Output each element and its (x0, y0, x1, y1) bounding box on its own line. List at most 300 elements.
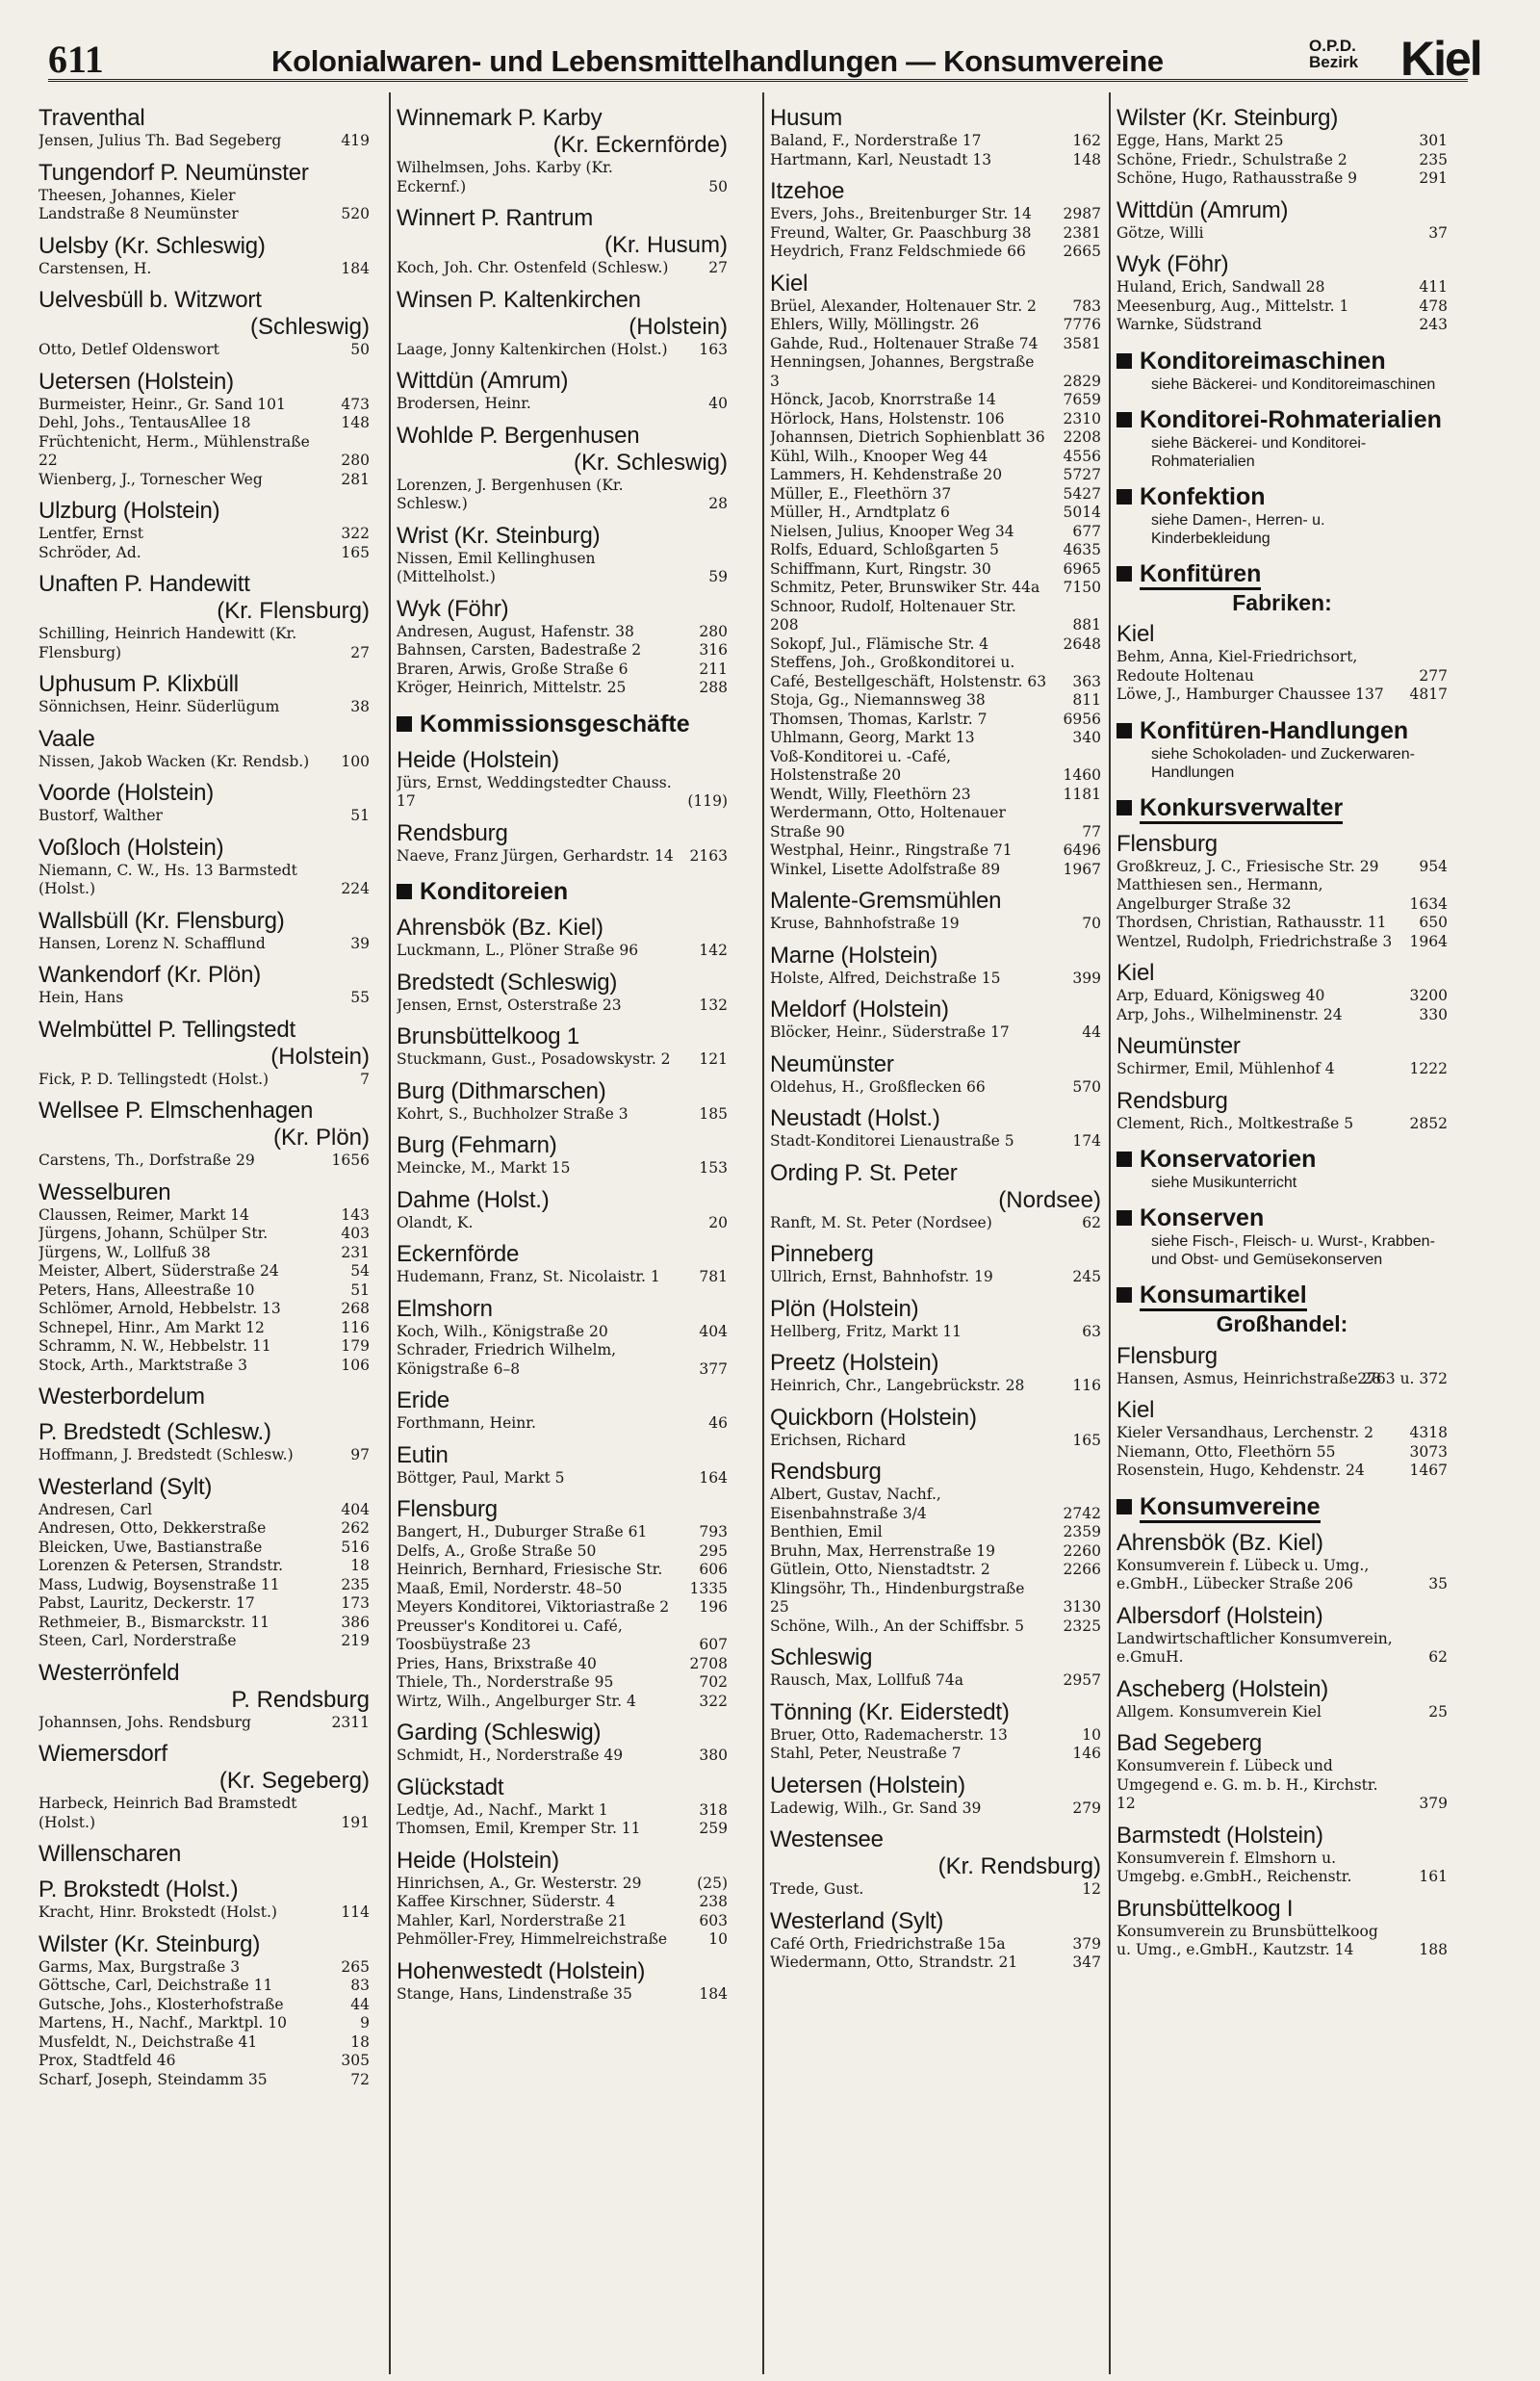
listing-entry (1116, 298, 1448, 317)
phone-number: 3073 (1409, 1442, 1448, 1461)
listing-name: Freund, Walter, Gr. Paaschburg 38 (770, 223, 1032, 242)
listing-name: Fick, P. D. Tellingstedt (Holst.) (38, 1070, 270, 1088)
column-divider (389, 92, 391, 2374)
listing-name: Wendt, Willy, Fleethörn 23 (770, 785, 971, 803)
listing-name: Schramm, N. W., Hebbelstr. 11 (38, 1337, 271, 1355)
phone-number: 2852 (1409, 1114, 1448, 1132)
listing-entry (770, 391, 1101, 410)
listing-name: Scharf, Joseph, Steindamm 35 (38, 2070, 268, 2088)
phone-number: 305 (341, 2052, 370, 2069)
listing-entry (770, 335, 1101, 354)
category-heading (1116, 1281, 1448, 1309)
listing-entry (397, 1693, 728, 1712)
listing-entry (38, 2052, 370, 2071)
phone-number: 188 (1419, 1941, 1448, 1958)
phone-number: 1656 (331, 1152, 370, 1169)
phone-number: 179 (341, 1337, 370, 1355)
phone-number: 2708 (689, 1654, 728, 1672)
phone-number: 6496 (1063, 841, 1101, 859)
phone-number: 650 (1419, 914, 1448, 931)
phone-number: 7150 (1063, 579, 1101, 596)
listing-entry (1116, 1424, 1448, 1443)
phone-number: 1181 (1063, 785, 1101, 803)
listing-name: Claussen, Reimer, Markt 14 (38, 1205, 249, 1224)
town-heading: Husum (770, 105, 843, 131)
town-heading: Neumünster (770, 1050, 894, 1077)
listing-entry (770, 729, 1101, 748)
column-1 (38, 96, 370, 2368)
phone-number: 211 (699, 660, 728, 678)
phone-number: 184 (699, 1984, 728, 2003)
column-divider (762, 92, 764, 2374)
town-heading: Preetz (Holstein) (770, 1350, 939, 1376)
phone-number: 238 (699, 1893, 728, 1910)
listing-name: Café Orth, Friedrichstraße 15a (770, 1934, 1006, 1953)
town-heading: Elmshorn (397, 1295, 493, 1322)
listing-name: Göttsche, Carl, Deichstraße 11 (38, 1977, 273, 1994)
cross-reference: siehe Musikunterricht (1151, 1175, 1297, 1191)
listing-name: Lorenzen & Petersen, Strandstr. (38, 1557, 284, 1574)
town-heading: Neumünster (1116, 1033, 1241, 1059)
listing-entry (38, 1594, 370, 1614)
phone-number: 265 (341, 1957, 370, 1976)
town-heading: Winnemark P. Karby (397, 105, 603, 131)
listing-entry (397, 774, 728, 812)
town-heading: Neustadt (Holst.) (770, 1105, 940, 1131)
phone-number: 399 (1072, 969, 1101, 987)
listing-name: Schilling, Heinrich Handewitt (Kr. Flensburg) (38, 625, 297, 661)
listing-entry (38, 1903, 370, 1923)
listing-entry (397, 1542, 728, 1562)
phone-number: 1335 (689, 1579, 728, 1597)
phone-number: 46 (708, 1414, 728, 1432)
listing-entry (770, 151, 1101, 170)
phone-number: 62 (1082, 1213, 1101, 1231)
listing-name: Kruse, Bahnhofstraße 19 (770, 915, 960, 932)
category-label: Konsumvereine (1140, 1493, 1321, 1523)
listing-entry (1116, 1557, 1448, 1594)
phone-number: 277 (1419, 666, 1448, 685)
listing-name: Thordsen, Christian, Rathausstr. 11 (1116, 914, 1387, 931)
listing-entry (38, 1300, 370, 1319)
category-heading (397, 877, 728, 906)
town-heading: Wankendorf (Kr. Plön) (38, 962, 262, 988)
listing-entry (770, 523, 1101, 542)
listing-name: Schöne, Wilh., An der Schiffsbr. 5 (770, 1617, 1025, 1635)
listing-entry (770, 691, 1101, 711)
listing-entry (1116, 876, 1448, 914)
category-heading (1116, 559, 1448, 588)
listing-name: Landwirtschaftlicher Konsumverein, e.GmuH. (1116, 1629, 1393, 1666)
phone-number: 20 (708, 1213, 728, 1231)
listing-entry (38, 862, 370, 899)
listing-name: Musfeldt, N., Deichstraße 41 (38, 2032, 258, 2051)
listing-entry (397, 641, 728, 660)
listing-name: Sönnichsen, Heinr. Süderlügum (38, 698, 280, 715)
phone-number: 419 (341, 132, 370, 149)
listing-name: Gutsche, Johs., Klosterhofstraße (38, 1995, 284, 2013)
listing-name: Delfs, A., Große Straße 50 (397, 1541, 597, 1560)
listing-name: Rethmeier, B., Bismarckstr. 11 (38, 1613, 270, 1631)
town-heading: Flensburg (397, 1496, 498, 1522)
phone-number: 954 (1419, 857, 1448, 875)
listing-name: Ladewig, Wilh., Gr. Sand 39 (770, 1799, 982, 1817)
listing-name: Nissen, Jakob Wacken (Kr. Rendsb.) (38, 752, 310, 770)
listing-entry (770, 448, 1101, 467)
column-2 (397, 96, 728, 2368)
listing-name: Jürgens, W., Lollfuß 38 (38, 1243, 211, 1261)
listing-entry (38, 433, 370, 471)
listing-name: Prox, Stadtfeld 46 (38, 2052, 176, 2069)
phone-number: 116 (341, 1318, 370, 1336)
listing-entry (770, 1799, 1101, 1819)
listing-entry (38, 1152, 370, 1171)
category-heading (397, 710, 728, 738)
listing-name: Warnke, Südstrand (1116, 316, 1262, 333)
phone-number: 6965 (1063, 559, 1101, 578)
listing-entry (397, 1341, 728, 1379)
listing-entry (1116, 1443, 1448, 1462)
listing-name: Kracht, Hinr. Brokstedt (Holst.) (38, 1903, 277, 1921)
listing-name: Trede, Gust. (770, 1880, 864, 1898)
town-heading: Wiemersdorf (38, 1741, 167, 1767)
town-heading: Malente-Gremsmühlen (770, 888, 1002, 914)
phone-number: 478 (1419, 297, 1448, 315)
listing-name: Erichsen, Richard (770, 1431, 907, 1449)
listing-name: Werdermann, Otto, Holtenauer Straße 90 (770, 804, 1006, 841)
listing-name: Schmitz, Peter, Brunswiker Str. 44a (770, 579, 1040, 596)
phone-number: 231 (341, 1243, 370, 1261)
listing-entry (770, 410, 1101, 429)
listing-entry (770, 205, 1101, 224)
phone-number: 35 (1428, 1575, 1448, 1592)
phone-number: 70 (1082, 915, 1101, 932)
listing-name: Stuckmann, Gust., Posadowskystr. 2 (397, 1050, 671, 1068)
cross-reference: siehe Schokoladen- und Zuckerwaren-Handlungen (1151, 745, 1415, 781)
phone-number: 72 (350, 2070, 370, 2088)
phone-number: 184 (341, 259, 370, 277)
town-heading: Winsen P. Kaltenkirchen (397, 286, 641, 313)
phone-number: 51 (350, 1281, 370, 1299)
town-heading: Ulzburg (Holstein) (38, 498, 220, 524)
listing-entry (770, 654, 1101, 691)
listing-name: Stadt-Konditorei Lienaustraße 5 (770, 1132, 1014, 1150)
phone-number: 165 (1072, 1431, 1101, 1449)
column-divider (1109, 92, 1111, 2374)
listing-name: Kohrt, S., Buchholzer Straße 3 (397, 1104, 629, 1123)
listing-name: Koch, Joh. Chr. Ostenfeld (Schlesw.) (397, 259, 669, 276)
town-heading: Westensee (770, 1826, 884, 1852)
listing-name: Huland, Erich, Sandwall 28 (1116, 278, 1325, 296)
listing-entry (770, 1023, 1101, 1043)
phone-number: 1467 (1409, 1462, 1448, 1479)
phone-number: 37 (1428, 223, 1448, 242)
phone-number: 4817 (1409, 686, 1448, 703)
listing-entry (38, 1357, 370, 1376)
listing-entry (770, 1523, 1101, 1542)
page-number: 611 (48, 38, 104, 81)
listing-entry (1116, 933, 1448, 952)
cross-reference: siehe Damen-, Herren- u. Kinderbekleidung (1151, 511, 1325, 547)
listing-name: Wilhelmsen, Johs. Karby (Kr. Eckernf.) (397, 159, 613, 195)
phone-number: 783 (1072, 297, 1101, 315)
phone-number: 379 (1072, 1934, 1101, 1953)
town-heading: Uelsby (Kr. Schleswig) (38, 232, 266, 259)
phone-number: 1967 (1063, 860, 1101, 878)
town-heading: Wittdün (Amrum) (397, 368, 569, 394)
town-heading-continued: (Kr. Husum) (603, 232, 728, 258)
category-heading (1116, 482, 1448, 511)
listing-entry (397, 679, 728, 698)
category-label: Konditoreimaschinen (1140, 347, 1386, 375)
listing-name: Pries, Hans, Brixstraße 40 (397, 1654, 597, 1672)
phone-number: 196 (699, 1598, 728, 1616)
listing-name: Behm, Anna, Kiel-Friedrichsort, Redoute Holtenau (1116, 648, 1358, 685)
listing-entry (770, 804, 1101, 841)
listing-name: Jensen, Julius Th. Bad Segeberg (38, 132, 282, 149)
listing-entry (397, 1801, 728, 1821)
category-square-icon (1116, 566, 1132, 582)
listing-entry (38, 187, 370, 224)
phone-number: 2260 (1063, 1541, 1101, 1560)
phone-number: 4556 (1063, 447, 1101, 465)
listing-name: Andresen, Otto, Dekkerstraße (38, 1519, 267, 1537)
phone-number: 6956 (1063, 710, 1101, 728)
category-heading (1116, 405, 1448, 434)
town-heading: Bredstedt (Schleswig) (397, 969, 618, 996)
listing-name: Götze, Willi (1116, 223, 1204, 242)
listing-name: Thomsen, Emil, Kremper Str. 11 (397, 1820, 641, 1837)
phone-number: 100 (341, 752, 370, 770)
listing-entry (38, 625, 370, 662)
category-heading (1116, 716, 1448, 745)
listing-entry (397, 1747, 728, 1766)
listing-entry (770, 1726, 1101, 1746)
phone-number: 295 (699, 1541, 728, 1560)
listing-entry (397, 1598, 728, 1618)
listing-name: Schöne, Friedr., Schulstraße 2 (1116, 150, 1348, 168)
listing-name: Pehmöller-Frey, Himmelreichstraße (397, 1930, 668, 1948)
town-heading: Voßloch (Holstein) (38, 834, 224, 861)
listing-name: Theesen, Johannes, Kieler Landstraße 8 Neumünster (38, 186, 239, 222)
listing-entry (1116, 1850, 1448, 1887)
listing-entry (1116, 1060, 1448, 1079)
listing-name: Wienberg, J., Tornescher Weg (38, 470, 263, 488)
phone-number: 473 (341, 395, 370, 413)
town-heading-continued: P. Brokstedt (Holst.) (38, 1876, 239, 1902)
listing-entry (1116, 1006, 1448, 1025)
listing-entry (770, 1432, 1101, 1451)
listing-entry (770, 1954, 1101, 1973)
phone-number: 377 (699, 1359, 728, 1378)
town-heading: Marne (Holstein) (770, 942, 938, 969)
listing-name: Schiffmann, Kurt, Ringstr. 30 (770, 559, 991, 578)
phone-number: 63 (1082, 1322, 1101, 1340)
listing-entry (397, 942, 728, 961)
listing-name: Carstensen, H. (38, 259, 152, 277)
town-heading: Burg (Dithmarschen) (397, 1077, 606, 1104)
listing-name: Hoffmann, J. Bredstedt (Schlesw.) (38, 1446, 294, 1463)
phone-number: 243 (1419, 316, 1448, 333)
phone-number: 5727 (1063, 466, 1101, 483)
phone-number: 322 (699, 1692, 728, 1710)
town-heading: Tungendorf P. Neumünster (38, 159, 309, 186)
phone-number: 262 (341, 1519, 370, 1537)
listing-entry (770, 1880, 1101, 1900)
category-square-icon (1116, 723, 1132, 738)
listing-name: Niemann, Otto, Fleethörn 55 (1116, 1442, 1336, 1461)
listing-name: Hansen, Asmus, Heinrichstraße 28 (1116, 1369, 1382, 1387)
listing-entry (770, 861, 1101, 880)
town-heading-continued: P. Rendsburg (231, 1686, 370, 1713)
phone-number: 330 (1419, 1005, 1448, 1023)
listing-entry (1116, 224, 1448, 244)
phone-number: 301 (1419, 132, 1448, 149)
category-square-icon (1116, 800, 1132, 815)
category-label: Konserven (1140, 1204, 1265, 1231)
listing-name: Brodersen, Heinr. (397, 395, 531, 412)
listing-entry (1116, 1115, 1448, 1134)
listing-name: Heydrich, Franz Feldschmiede 66 (770, 243, 1026, 260)
listing-name: Schnoor, Rudolf, Holtenauer Str. 208 (770, 597, 1016, 634)
phone-number: 606 (699, 1561, 728, 1578)
phone-number: 516 (341, 1538, 370, 1556)
phone-number: 9 (360, 2014, 370, 2032)
phone-number: 164 (699, 1468, 728, 1487)
cross-reference: siehe Bäckerei- und Konditoreimaschinen (1151, 375, 1436, 393)
phone-number: 77 (1082, 822, 1101, 841)
listing-name: Schrader, Friedrich Wilhelm, Königstraße 6–8 (397, 1341, 617, 1378)
listing-name: Martens, H., Nachf., Marktpl. 10 (38, 2014, 288, 2032)
category-square-icon (397, 884, 412, 899)
listing-name: Mass, Ludwig, Boysenstraße 11 (38, 1575, 280, 1593)
phone-number: 2381 (1063, 223, 1101, 242)
town-heading: Ahrensbök (Bz. Kiel) (1116, 1529, 1323, 1556)
listing-entry (1116, 151, 1448, 170)
listing-name: Uhlmann, Georg, Markt 13 (770, 729, 975, 746)
town-heading: Wrist (Kr. Steinburg) (397, 522, 601, 549)
town-heading: Flensburg (1116, 830, 1218, 857)
listing-name: Kaffee Kirschner, Süderstr. 4 (397, 1893, 616, 1910)
phone-number: 50 (350, 341, 370, 358)
listing-entry (397, 1523, 728, 1542)
listing-entry (397, 1414, 728, 1434)
listing-name: Bangert, H., Duburger Straße 61 (397, 1523, 648, 1540)
town-heading: Uetersen (Holstein) (38, 368, 234, 395)
subsection-heading: Fabriken: (1232, 589, 1332, 615)
listing-name: Hudemann, Franz, St. Nicolaistr. 1 (397, 1268, 660, 1285)
listing-entry (38, 1225, 370, 1244)
listing-entry (38, 396, 370, 415)
listing-name: Rolfs, Eduard, Schloßgarten 5 (770, 541, 999, 558)
phone-number: 1222 (1409, 1060, 1448, 1077)
listing-entry (397, 623, 728, 642)
listing-entry (397, 996, 728, 1016)
listing-name: Westphal, Heinr., Ringstraße 71 (770, 841, 1013, 859)
phone-number: 1460 (1063, 766, 1101, 784)
listing-name: Burmeister, Heinr., Gr. Sand 101 (38, 395, 286, 413)
listing-entry (1116, 858, 1448, 877)
listing-entry (38, 2033, 370, 2053)
listing-entry (38, 1614, 370, 1633)
phone-number: 83 (350, 1977, 370, 1994)
listing-entry (1116, 1757, 1448, 1814)
town-heading: Schleswig (770, 1644, 873, 1670)
listing-name: Brüel, Alexander, Holtenauer Str. 2 (770, 297, 1037, 315)
phone-number: 379 (1419, 1795, 1448, 1812)
phone-number: 811 (1072, 691, 1101, 709)
listing-name: Baland, F., Norderstraße 17 (770, 132, 982, 149)
town-heading: Uphusum P. Klixbüll (38, 671, 239, 697)
listing-entry (770, 1214, 1101, 1233)
phone-number: 25 (1428, 1702, 1448, 1721)
listing-name: Nissen, Emil Kellinghusen (Mittelholst.) (397, 549, 596, 585)
listing-entry (397, 259, 728, 278)
town-heading-continued: (Nordsee) (998, 1186, 1101, 1213)
listing-name: Wirtz, Wilh., Angelburger Str. 4 (397, 1692, 636, 1710)
listing-name: Schröder, Ad. (38, 543, 141, 561)
town-heading: Brunsbüttelkoog 1 (397, 1023, 580, 1049)
listing-name: Bruer, Otto, Rademacherstr. 13 (770, 1725, 1008, 1744)
town-heading: Wyk (Föhr) (397, 595, 509, 622)
phone-number: 1634 (1409, 894, 1448, 913)
district-label: O.P.D. Bezirk (1309, 37, 1359, 71)
listing-entry (770, 298, 1101, 317)
listing-entry (38, 1244, 370, 1263)
category-square-icon (1116, 1152, 1132, 1167)
listing-entry (770, 316, 1101, 335)
phone-number: 1964 (1409, 932, 1448, 950)
listing-entry (397, 477, 728, 514)
listing-entry (1116, 1630, 1448, 1668)
cross-reference: siehe Fisch-, Fleisch- u. Wurst-, Krabben- und Obst- und Gemüsekonserven (1151, 1233, 1435, 1268)
listing-entry (397, 1893, 728, 1912)
phone-number: 607 (699, 1636, 728, 1653)
town-heading: Wallsbüll (Kr. Flensburg) (38, 907, 285, 934)
listing-name: Ranft, M. St. Peter (Nordsee) (770, 1213, 992, 1231)
town-heading: Garding (Schleswig) (397, 1720, 602, 1746)
phone-number: 322 (341, 525, 370, 542)
category-square-icon (1116, 353, 1132, 369)
listing-entry (770, 1078, 1101, 1098)
phone-number: 340 (1072, 729, 1101, 746)
phone-number: 5427 (1063, 484, 1101, 503)
phone-number: 347 (1072, 1954, 1101, 1971)
listing-name: Sokopf, Jul., Flämische Str. 4 (770, 634, 989, 653)
phone-number: 106 (341, 1356, 370, 1374)
cross-reference: siehe Bäckerei- und Konditorei-Rohmaterialien (1151, 434, 1367, 470)
page-title: Kolonialwaren- und Lebensmittelhandlungen — Konsumvereine (271, 44, 1164, 78)
phone-number: 121 (699, 1050, 728, 1068)
phone-number: 3130 (1063, 1598, 1101, 1616)
listing-name: Niemann, C. W., Hs. 13 Barmstedt (Holst.) (38, 861, 297, 897)
town-heading-continued: P. Bredstedt (Schlesw.) (38, 1419, 271, 1445)
town-heading: Wohlde P. Bergenhusen (397, 422, 640, 449)
town-heading: Wilster (Kr. Steinburg) (1116, 105, 1339, 131)
phone-number: 153 (699, 1159, 728, 1177)
listing-name: Steen, Carl, Norderstraße (38, 1632, 237, 1649)
listing-entry (770, 598, 1101, 635)
category-label: Konfektion (1140, 482, 1266, 510)
listing-name: Naeve, Franz Jürgen, Gerhardstr. 14 (397, 846, 674, 865)
phone-number: 2763 u. 372 (1357, 1369, 1448, 1387)
town-heading: Winnert P. Rantrum (397, 205, 594, 231)
town-heading: Wilster (Kr. Steinburg) (38, 1930, 261, 1957)
phone-number: 235 (341, 1575, 370, 1593)
listing-name: Olandt, K. (397, 1213, 474, 1231)
phone-number: 5014 (1063, 504, 1101, 521)
listing-name: Oldehus, H., Großflecken 66 (770, 1077, 986, 1096)
